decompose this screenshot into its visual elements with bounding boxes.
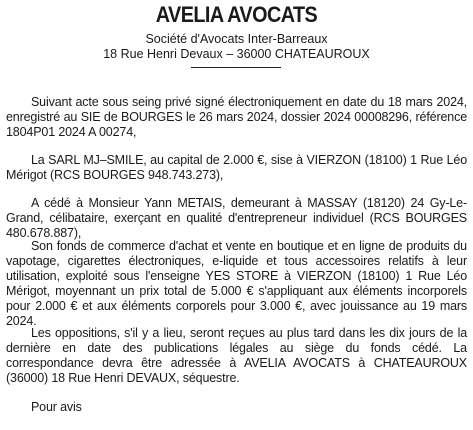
paragraph-seller: La SARL MJ–SMILE, au capital de 2.000 €, sise à VIERZON (18100) 1 Rue Léo Mérigot (RCS BOURGES 948.743.273), (6, 153, 467, 182)
header-divider (191, 67, 281, 68)
paragraph-closing: Pour avis (31, 400, 82, 414)
paragraph-buyer: A cédé à Monsieur Yann METAIS, demeurant à MASSAY (18120) 24 Gy-Le-Grand, célibataire, exerçant en qualité d'entrepreneur individuel (RCS BOURGES 480.678.887), (6, 196, 467, 240)
firm-address: 18 Rue Henri Devaux – 36000 CHATEAUROUX (103, 47, 370, 61)
firm-type: Société d'Avocats Inter-Barreaux (145, 32, 328, 46)
paragraph-act-details: Suivant acte sous seing privé signé électroniquement en date du 18 mars 2024, enregistré au SIE de BOURGES le 26 mars 2024, dossier 2024 00008296, référence 1804P01 2024 A 00274, (6, 95, 467, 139)
firm-name: AVELIA AVOCATS (155, 2, 318, 27)
paragraph-oppositions: Les oppositions, s'il y a lieu, seront reçues au plus tard dans les dix jours de la dernière en date des publications légales au siège du fonds cédé. La correspondance devra être adressée à AVELIA AVOCATS à CHATEAUROUX (36000) 18 Rue Henri DEVAUX, séquestre. (6, 326, 467, 385)
paragraph-business: Son fonds de commerce d'achat et vente en boutique et en ligne de produits du vapotage, cigarettes électroniques, e-liquide et tous accessoires relatifs à leur utilisation, exploité sous l'enseigne YES STORE à VIERZON (18100) 1 Rue Léo Mérigot, moyennant un prix total de 5.000 € s'appliquant aux éléments incorporels pour 2.000 € et aux éléments corporels pour 3.000 €, avec jouissance au 19 mars 2024. (6, 239, 467, 328)
